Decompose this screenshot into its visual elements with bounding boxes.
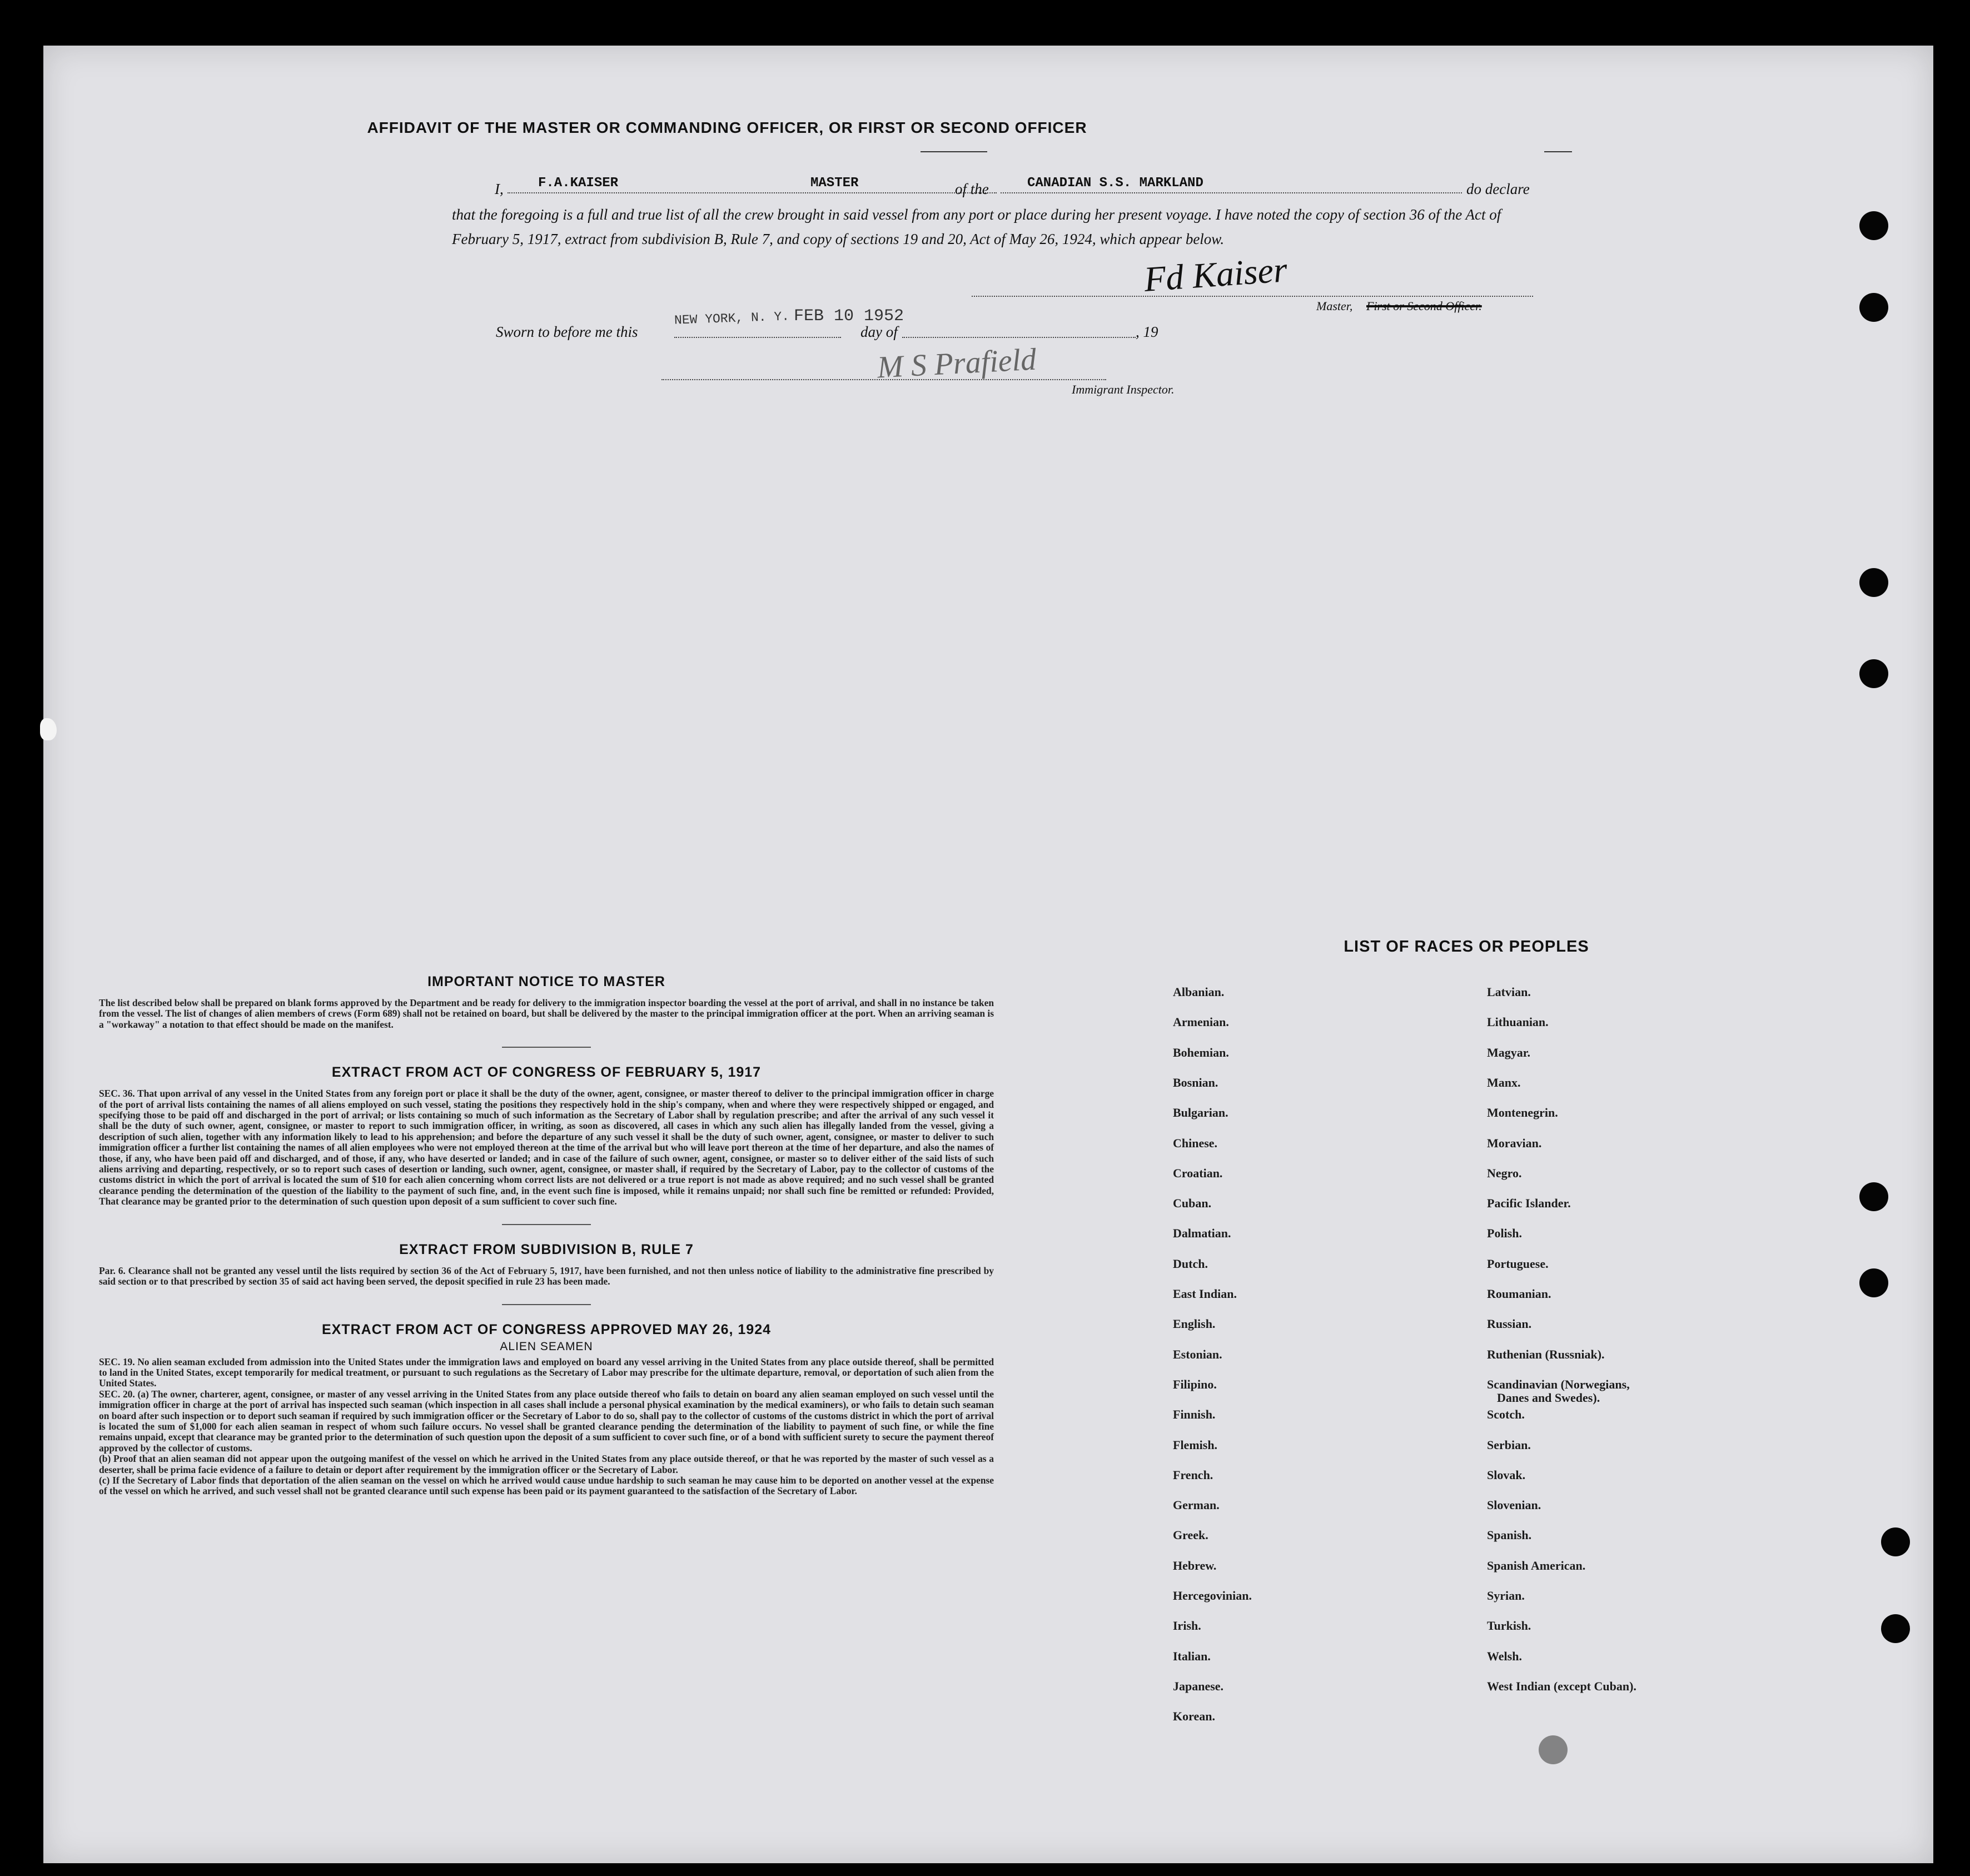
declaration-text: that the foregoing is a full and true list of all the crew brought in said vessel from any port or place during her present voyage. I have noted the copy of section 36 of the Act of February 5, 1917, extract from subdivision B, Rule 7, and copy of sections 19 and 20, Act of May 26, 1924, which appear below. <box>452 206 1501 247</box>
race-item: Italian. <box>1173 1649 1211 1663</box>
race-item: Albanian. <box>1173 985 1225 999</box>
binder-hole <box>1859 293 1888 322</box>
alien-seamen-heading: ALIEN SEAMEN <box>500 1340 593 1353</box>
race-item: Dutch. <box>1173 1256 1208 1271</box>
race-item: Negro. <box>1487 1166 1522 1180</box>
sworn-label: Sworn to before me this <box>496 324 638 340</box>
race-item: Roumanian. <box>1487 1287 1551 1301</box>
race-item: Spanish. <box>1487 1528 1532 1542</box>
race-item: Bosnian. <box>1173 1075 1218 1089</box>
race-item: Irish. <box>1173 1619 1201 1633</box>
binder-hole <box>1859 1182 1888 1211</box>
race-item: Danes and Swedes). <box>1497 1390 1600 1405</box>
master-signature-line <box>972 296 1533 297</box>
race-item: Japanese. <box>1173 1679 1224 1693</box>
race-item: Filipino. <box>1173 1377 1217 1391</box>
race-item: English. <box>1173 1317 1216 1331</box>
officer-caption-struck: First or Second Officer. <box>1366 299 1482 313</box>
race-item: Slovenian. <box>1487 1498 1541 1512</box>
notice-text: The list described below shall be prepared on blank forms approved by the Department and be ready for delivery to the immigration inspector boarding the vessel at the port of arrival, and shall in no instance be taken from the vessel. The list of changes of alien members of crews (Form 689) shall not be retained on board, but shall be delivered by the master to the principal immigration officer at the port. When an arriving seaman is a "workaway" a notation to that effect should be made on the manifest. <box>99 997 994 1030</box>
race-item: Syrian. <box>1487 1589 1525 1603</box>
race-item: Montenegrin. <box>1487 1106 1558 1120</box>
race-item: Polish. <box>1487 1226 1522 1241</box>
race-item: Latvian. <box>1487 985 1531 999</box>
of-the-label: of the <box>955 181 989 197</box>
race-item: Slovak. <box>1487 1467 1526 1482</box>
race-item: Serbian. <box>1487 1437 1531 1452</box>
races-heading: LIST OF RACES OR PEOPLES <box>1344 938 1589 956</box>
binder-hole <box>1881 1527 1910 1556</box>
extract-1917-text: SEC. 36. That upon arrival of any vessel in the United States from any foreign port or place it shall be the duty of the owner, agent, consignee, or master thereof to deliver to the principal immigration officer in charge of the port of arrival lists containing the names of all aliens employed on such vessel, stating the positions they respectively hold in the ship's company, when and where they were respectively shipped or engaged, and specifying those to be paid off and discharged in the port of arrival; or lists containing so much of such information as the Secretary of Labor shall by regulation prescribe; and after the arrival of any such vessel it shall be the duty of such owner, agent, consignee, or master to report to such immigration officer, in writing, as soon as discovered, all cases in which any such alien has illegally landed from the vessel, giving a description of such alien, together with any information likely to lead to his apprehension; and before the departure of any such vessel it shall be the duty of such owner, agent, consignee, or master to deliver to such immigration officer a further list containing the names of all alien employees who were not employed thereon at the time of the arrival but who will leave port thereon at the time of her departure, and also the names of those, if any, who have been paid off and discharged, and of those, if any, who have deserted or landed; and in case of the failure of such owner, agent, consignee, or master so to deliver either of the said lists of such aliens arriving and departing, respectively, or so to report such cases of desertion or landing, such owner, agent, consignee, or master shall, if required by the Secretary of Labor, pay to the collector of customs of the customs district in which the port of arrival is located the sum of $10 for each alien concerning whom correct lists are not delivered or a true report is not made as above required; and no such vessel shall be granted clearance pending the determination of the question of the liability to the payment of such fine, and, in the event such fine is imposed, while it remains unpaid; nor shall such fine be remitted or refunded: Provided, That clearance may be granted prior to the determination of such question upon deposit of a sum sufficient to cover such fine. <box>99 1088 994 1207</box>
sec20a-text: SEC. 20. (a) The owner, charterer, agent, consignee, or master of any vessel arriving in the United States from any place outside thereof who fails to detain on board any alien seaman employed on such vessel until the immigration officer in charge at the port of arrival has inspected such seaman (which inspection in all cases shall include a personal physical examination by the medical examiners), or who fails to detain such seaman on board after such inspection or to deport such seaman if required by such immigration officer or the Secretary of Labor to do so, shall pay to the collector of customs of the customs district in which the port of arrival is located the sum of $1,000 for each alien seaman in respect of whom such failure occurs. No vessel shall be granted clearance pending the determination of the liability to payment of such fine, or while the fine remains unpaid, except that clearance may be granted prior to the determination of such question upon the deposit of a sum sufficient to cover such fine, or of a bond with sufficient surety to secure the payment thereof approved by the collector of customs. <box>99 1388 994 1454</box>
extract-1924-heading: EXTRACT FROM ACT OF CONGRESS APPROVED MAY 26, 1924 <box>321 1321 772 1337</box>
master-rank: MASTER <box>810 176 859 191</box>
name-line <box>508 192 997 193</box>
day-of-label: day of <box>860 324 898 340</box>
corner-rule <box>1544 151 1572 152</box>
race-item: West Indian (except Cuban). <box>1487 1679 1636 1693</box>
section-divider <box>502 1224 591 1225</box>
race-item: Scandinavian (Norwegians, <box>1487 1377 1630 1391</box>
binder-hole <box>1859 568 1888 597</box>
race-item: Hercegovinian. <box>1173 1589 1252 1603</box>
race-item: Magyar. <box>1487 1045 1531 1059</box>
race-item: Korean. <box>1173 1709 1215 1724</box>
race-item: Finnish. <box>1173 1407 1216 1422</box>
race-item: French. <box>1173 1467 1213 1482</box>
master-signature: Fd Kaiser <box>1142 250 1289 299</box>
race-item: Estonian. <box>1173 1347 1222 1361</box>
race-item: Pacific Islander. <box>1487 1196 1571 1211</box>
binder-hole <box>1859 659 1888 688</box>
rule7-heading: EXTRACT FROM SUBDIVISION B, RULE 7 <box>399 1241 694 1257</box>
sec20c-text: (c) If the Secretary of Labor finds that deportation of the alien seaman on the vessel on which he arrived would cause undue hardship to such seaman he may cause him to be deported on another vessel at the expense of the vessel on which he arrived, and such vessel shall not be granted clearance until such expense has been paid or its payment guaranteed to the satisfaction of the Secretary of Labor. <box>99 1474 994 1497</box>
race-item: Russian. <box>1487 1317 1532 1331</box>
paper-flake <box>40 718 57 740</box>
race-item: Welsh. <box>1487 1649 1522 1663</box>
race-item: Chinese. <box>1173 1136 1218 1150</box>
race-item: Croatian. <box>1173 1166 1223 1180</box>
inspector-caption: Immigrant Inspector. <box>1072 382 1175 396</box>
race-item: Moravian. <box>1487 1136 1542 1150</box>
master-caption: Master, <box>1316 299 1353 313</box>
binder-hole <box>1859 1268 1888 1297</box>
declarant-pronoun: I, <box>495 181 504 197</box>
race-item: Ruthenian (Russniak). <box>1487 1347 1605 1361</box>
do-declare-label: do declare <box>1466 181 1530 197</box>
sworn-stamp-place: NEW YORK, N. Y. <box>674 309 790 328</box>
title-rule <box>921 151 987 152</box>
binder-hole <box>1881 1614 1910 1643</box>
race-item: Spanish American. <box>1487 1558 1586 1573</box>
race-item: Lithuanian. <box>1487 1015 1549 1029</box>
notice-heading: IMPORTANT NOTICE TO MASTER <box>427 974 665 989</box>
binder-hole <box>1859 211 1888 240</box>
month-line <box>902 337 1136 338</box>
notice-column <box>99 974 994 1497</box>
race-item: Hebrew. <box>1173 1558 1217 1573</box>
sworn-stamp-date: FEB 10 1952 <box>794 307 904 326</box>
race-item: Manx. <box>1487 1075 1521 1089</box>
ink-blot <box>1539 1735 1568 1764</box>
document-sheet <box>43 46 1933 1863</box>
race-item: German. <box>1173 1498 1220 1512</box>
affidavit-title: AFFIDAVIT OF THE MASTER OR COMMANDING OFFICER, OR FIRST OR SECOND OFFICER <box>367 119 1087 136</box>
sec19-text: SEC. 19. No alien seaman excluded from admission into the United States under the immigration laws and employed on board any vessel arriving in the United States from any place outside thereof, shall be permitted to land in the United States, except temporarily for medical treatment, or pursuant to such regulations as the Secretary of Labor may prescribe for the ultimate departure, removal, or deportation of such alien from the United States. <box>99 1356 994 1389</box>
race-item: Flemish. <box>1173 1437 1218 1452</box>
race-item: Bulgarian. <box>1173 1106 1228 1120</box>
race-item: Bohemian. <box>1173 1045 1229 1059</box>
race-item: Dalmatian. <box>1173 1226 1231 1241</box>
sworn-day-line <box>674 337 841 338</box>
race-item: Greek. <box>1173 1528 1208 1542</box>
rule7-text: Par. 6. Clearance shall not be granted any vessel until the lists required by section 36 of the Act of February 5, 1917, have been furnished, and not then unless notice of liability to the administrative fine prescribed by said section or to that prescribed by section 35 of said act having been served, the deposit specified in rule 23 has been made. <box>99 1265 994 1287</box>
inspector-signature: M S Prafield <box>876 342 1037 385</box>
year-label: , 19 <box>1136 324 1158 340</box>
section-divider <box>502 1304 591 1305</box>
section-divider <box>502 1047 591 1048</box>
race-item: East Indian. <box>1173 1287 1237 1301</box>
race-item: Armenian. <box>1173 1015 1229 1029</box>
sec20b-text: (b) Proof that an alien seaman did not appear upon the outgoing manifest of the vessel on which he arrived in the United States from any place outside thereof, or that he was reported by the master of such vessel as a deserter, shall be prima facie evidence of a failure to detain or deport after requirement by the immigration officer or the Secretary of Labor. <box>99 1453 994 1475</box>
race-item: Portuguese. <box>1487 1256 1549 1271</box>
vessel-name: CANADIAN S.S. MARKLAND <box>1027 176 1203 191</box>
race-item: Scotch. <box>1487 1407 1525 1422</box>
race-item: Turkish. <box>1487 1619 1531 1633</box>
race-item: Cuban. <box>1173 1196 1212 1211</box>
extract-1917-heading: EXTRACT FROM ACT OF CONGRESS OF FEBRUARY 5, 1917 <box>331 1064 762 1081</box>
master-name: F.A.KAISER <box>538 176 619 191</box>
vessel-line <box>1001 192 1462 193</box>
